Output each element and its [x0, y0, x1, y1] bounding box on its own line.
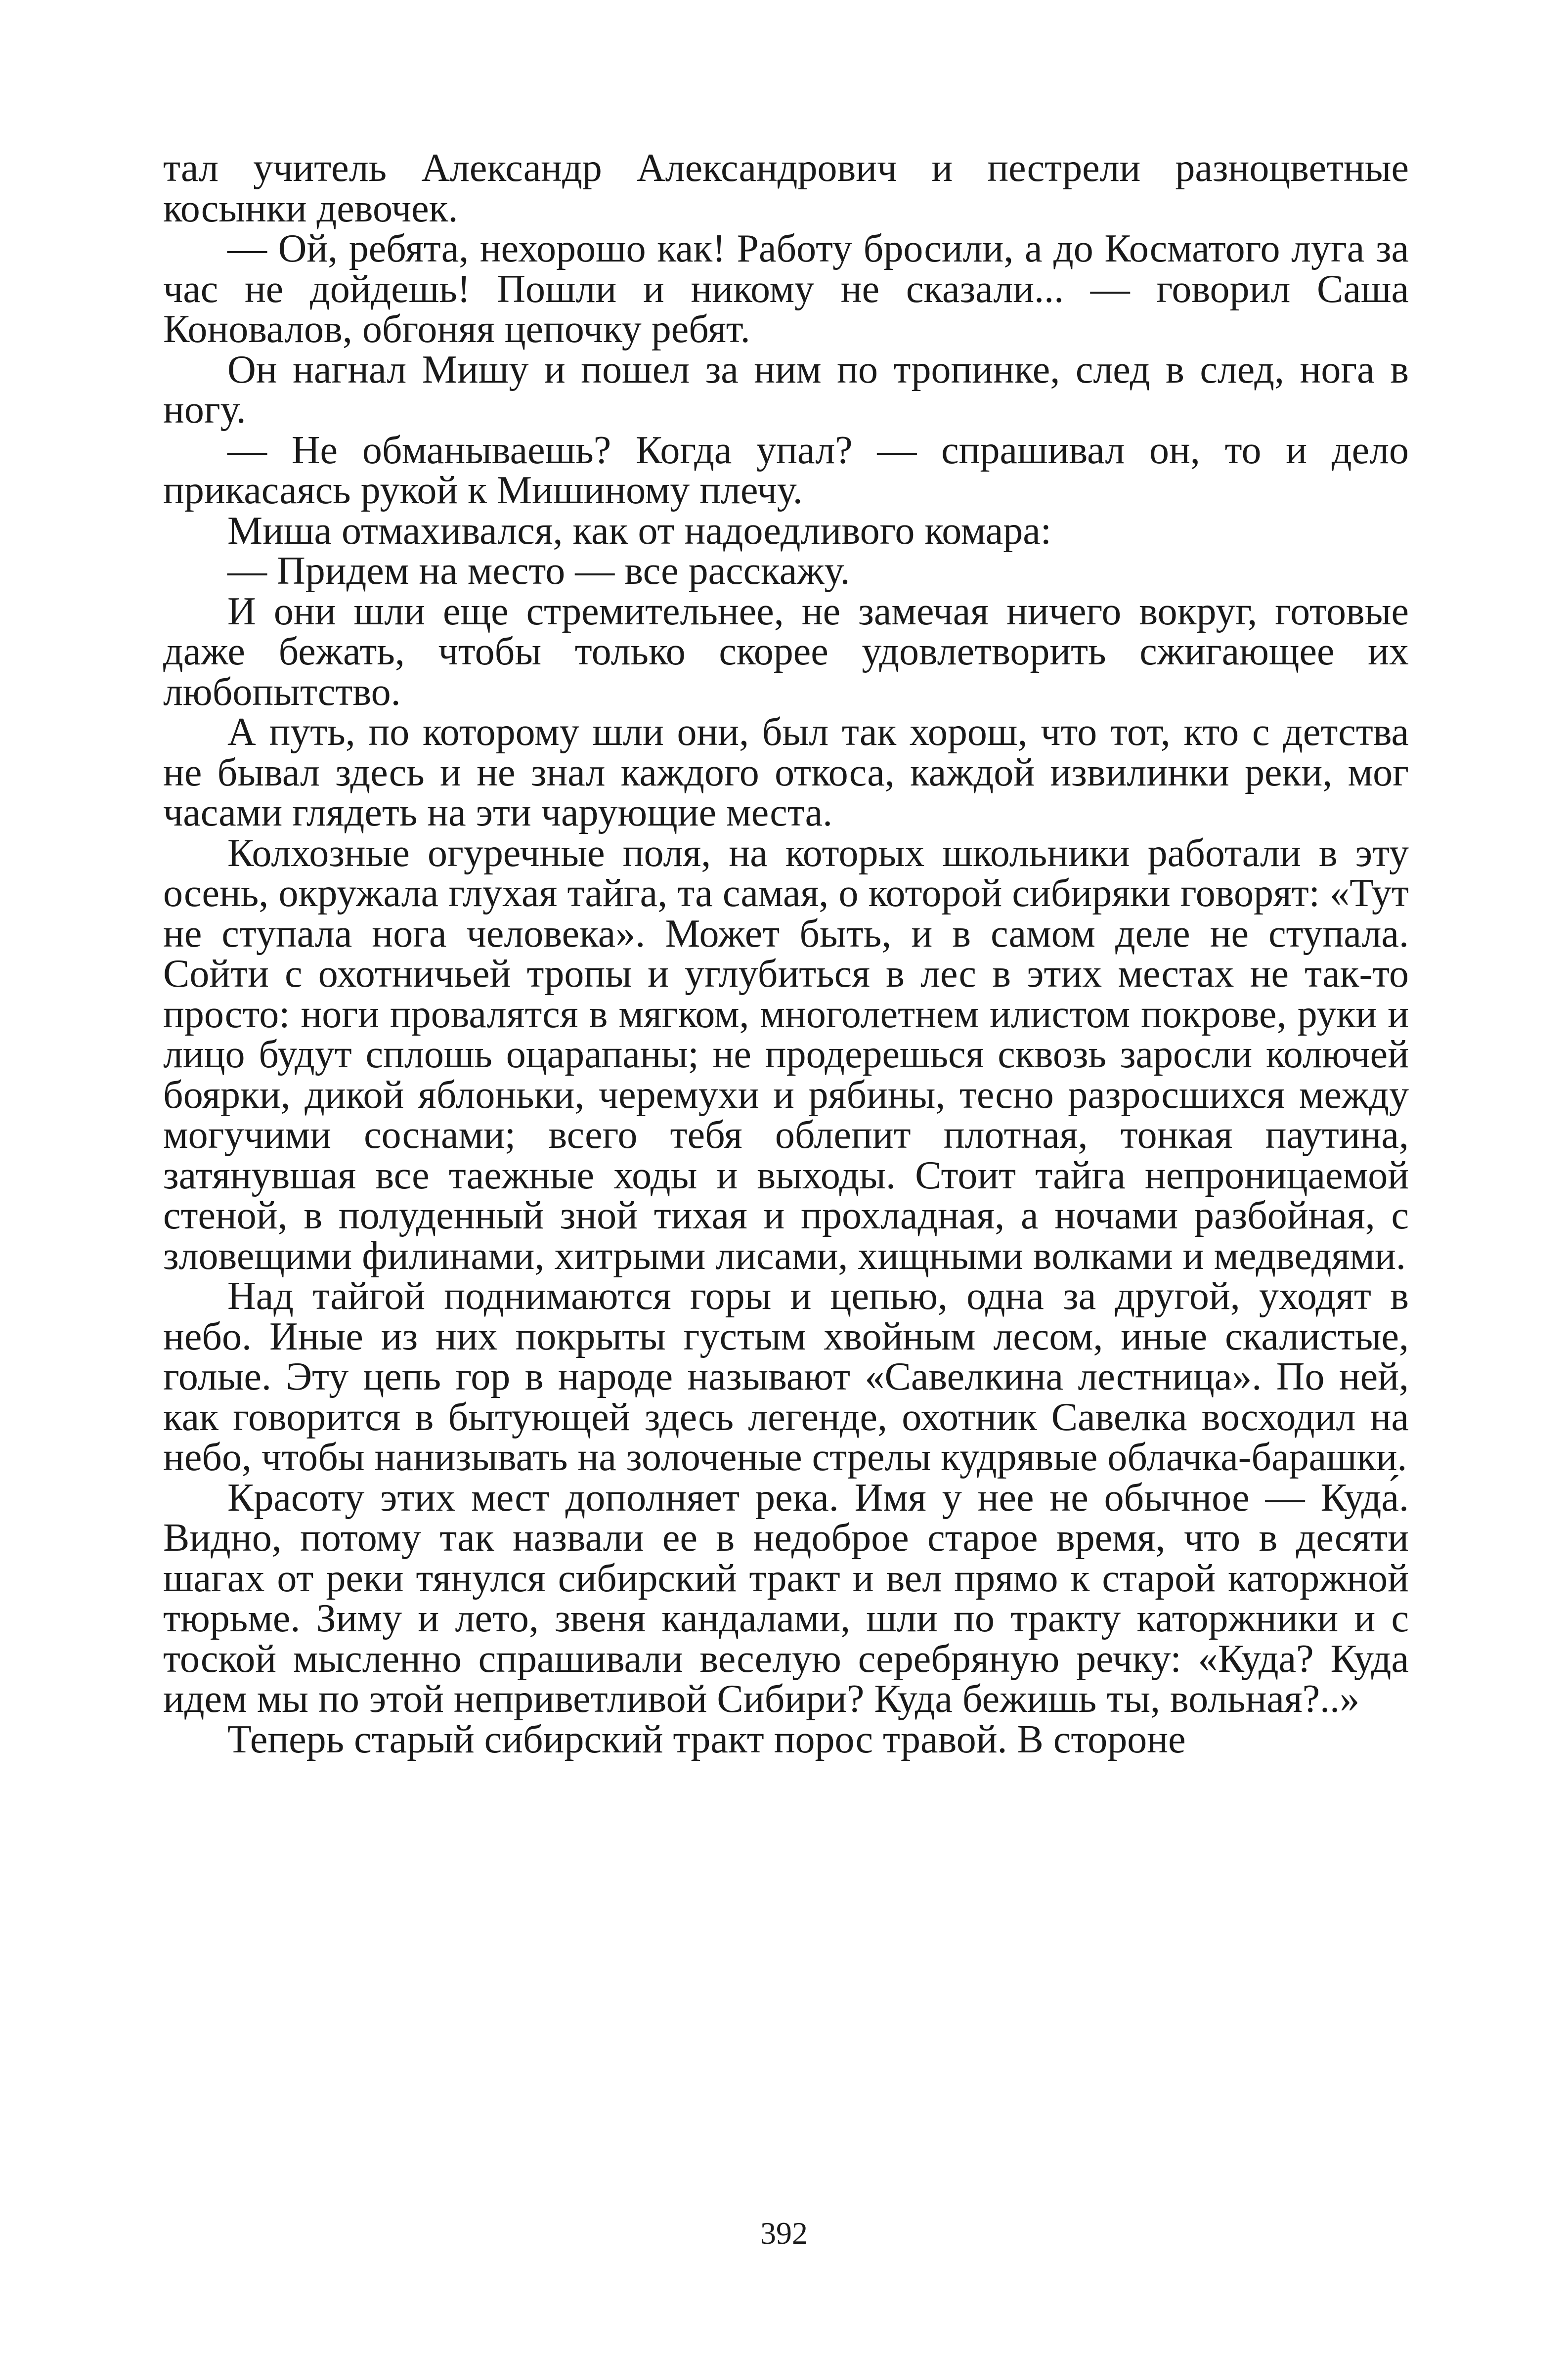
- paragraph-1: тал учитель Александр Александрович и пестрели разноцветные косынки девочек.: [163, 146, 1409, 230]
- paragraph-12: Теперь старый сибирский тракт порос травой. В стороне: [227, 1717, 1186, 1761]
- paragraph-10: Над тайгой поднимаются горы и цепью, одна за другой, уходят в небо. Иные из них покрыты густым хвойным лесом, иные скалистые, голые. Эту цепь гор в народе называют «Савелкина лестница». По ней, как говорится в бытующей здесь легенде, охотник Савелка восходил на небо, чтобы нанизывать на золоченые стрелы кудрявые облачка-барашки.: [163, 1274, 1409, 1479]
- paragraph-9: Колхозные огуречные поля, на которых школьники работали в эту осень, окружала глухая тайга, та самая, о которой сибиряки говорят: «Тут не ступала нога человека». Может быть, и в самом деле не ступала. Сойти с охотничьей тропы и углубиться в лес в этих местах не так-то просто: ноги провалятся в мягком, многолетнем илистом покрове, руки и лицо будут сплошь оцарапаны; не продерешься сквозь заросли колючей боярки, дикой яблоньки, черемухи и рябины, тесно разросшихся между могучими соснами; всего тебя облепит плотная, тонкая паутина, затянувшая все таежные ходы и выходы. Стоит тайга непроницаемой стеной, в полуденный зной тихая и прохладная, а ночами разбойная, с зловещими филинами, хитрыми лисами, хищными волками и медведями.: [163, 831, 1409, 1278]
- body-text: [163, 148, 1409, 1760]
- paragraph-4: — Не обманываешь? Когда упал? — спрашивал он, то и дело прикасаясь рукой к Мишиному плечу.: [163, 428, 1409, 512]
- paragraph-3: Он нагнал Мишу и пошел за ним по тропинке, след в след, нога в ногу.: [163, 348, 1409, 432]
- paragraph-5: Миша отмахивался, как от надоедливого комара:: [227, 509, 1051, 553]
- paragraph-8: А путь, по которому шли они, был так хорош, что тот, кто с детства не бывал здесь и не знал каждого откоса, каждой извилинки реки, мог часами глядеть на эти чарующие места.: [163, 710, 1409, 834]
- paragraph-6: — Придем на место — все расскажу.: [227, 549, 850, 593]
- paragraph-2: — Ой, ребята, нехорошо как! Работу бросили, а до Косматого луга за час не дойдешь! Пошли и никому не сказали... — говорил Саша Коновалов, обгоняя цепочку ребят.: [163, 227, 1409, 351]
- paragraph-11: Красоту этих мест дополняет река. Имя у нее не обычное — Куда́. Видно, потому так назвали ее в недоброе старое время, что в десяти шагах от реки тянулся сибирский тракт и вел прямо к старой каторжной тюрьме. Зиму и лето, звеня кандалами, шли по тракту каторжники и с тоской мысленно спрашивали веселую серебряную речку: «Куда? Куда идем мы по этой неприветливой Сибири? Куда бежишь ты, вольная?..»: [163, 1476, 1409, 1721]
- page-number: 392: [760, 2216, 808, 2251]
- paragraph-7: И они шли еще стремительнее, не замечая ничего вокруг, готовые даже бежать, чтобы только скорее удовлетворить сжигающее их любопытство.: [163, 589, 1409, 714]
